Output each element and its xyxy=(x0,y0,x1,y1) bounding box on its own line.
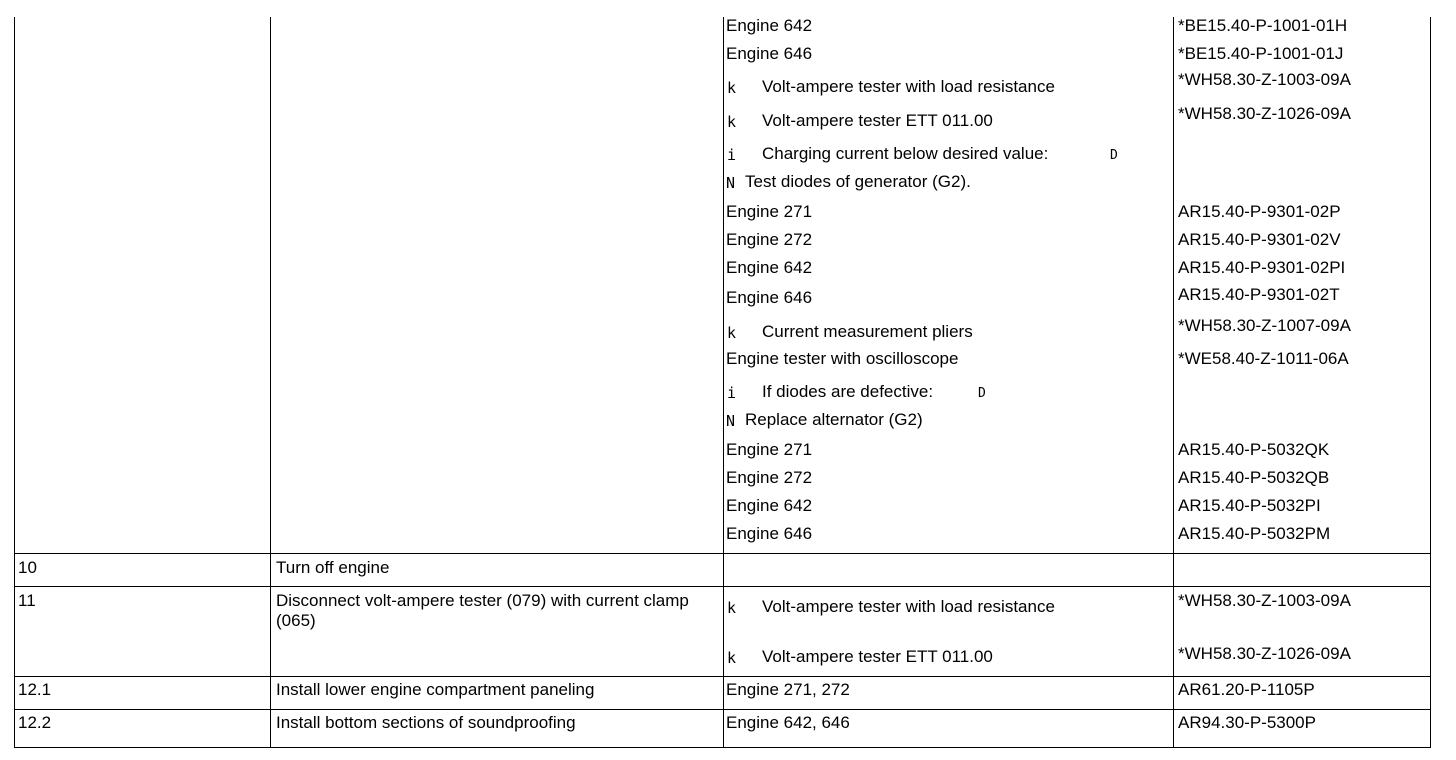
tool-icon: k xyxy=(727,113,737,131)
row-divider xyxy=(14,676,1431,677)
step-description: Install lower engine compartment paneling xyxy=(276,680,595,699)
step-number: 12.1 xyxy=(18,680,52,699)
document-reference[interactable]: AR15.40-P-5032PM xyxy=(1178,524,1331,543)
engine-label: Engine 272 xyxy=(726,230,813,249)
document-reference[interactable]: AR15.40-P-9301-02V xyxy=(1178,230,1341,249)
document-reference[interactable]: AR15.40-P-5032PI xyxy=(1178,496,1321,515)
document-reference[interactable]: AR15.40-P-5032QB xyxy=(1178,468,1330,487)
document-reference[interactable]: *BE15.40-P-1001-01J xyxy=(1178,44,1344,63)
document-reference[interactable]: *WE58.40-Z-1011-06A xyxy=(1178,349,1349,368)
engine-label: Engine 272 xyxy=(726,468,813,487)
document-reference[interactable]: *BE15.40-P-1001-01H xyxy=(1178,16,1348,35)
engine-label: Engine 271 xyxy=(726,440,813,459)
arrow-icon: D xyxy=(978,386,986,401)
table-border-bottom xyxy=(14,747,1431,748)
document-reference[interactable]: AR94.30-P-5300P xyxy=(1178,713,1316,732)
info-note: Charging current below desired value: xyxy=(762,144,1049,163)
column-divider-2 xyxy=(723,17,724,748)
column-divider-3 xyxy=(1173,17,1174,748)
tool-label: Volt-ampere tester ETT 011.00 xyxy=(762,111,993,130)
engine-label: Engine 642, 646 xyxy=(726,713,850,732)
tool-icon: k xyxy=(727,79,737,97)
document-reference[interactable]: AR15.40-P-9301-02PI xyxy=(1178,258,1346,277)
tool-label: Volt-ampere tester with load resistance xyxy=(762,597,1055,616)
row-divider xyxy=(14,709,1431,710)
link-icon: N xyxy=(726,412,736,430)
tool-label: Volt-ampere tester ETT 011.00 xyxy=(762,647,993,666)
arrow-icon: D xyxy=(1110,148,1118,163)
info-icon: i xyxy=(727,384,737,402)
table-border-left xyxy=(14,17,15,748)
engine-label: Engine 642 xyxy=(726,258,813,277)
tool-icon: k xyxy=(727,599,737,617)
link-icon: N xyxy=(726,174,736,192)
document-reference[interactable]: *WH58.30-Z-1003-09A xyxy=(1178,70,1351,89)
engine-label: Engine 271 xyxy=(726,202,813,221)
tool-label: Volt-ampere tester with load resistance xyxy=(762,77,1055,96)
engine-label: Engine 271, 272 xyxy=(726,680,850,699)
document-reference[interactable]: *WH58.30-Z-1026-09A xyxy=(1178,104,1351,123)
document-reference[interactable]: AR15.40-P-5032QK xyxy=(1178,440,1330,459)
column-divider-1 xyxy=(270,17,271,748)
document-reference[interactable]: *WH58.30-Z-1007-09A xyxy=(1178,316,1351,335)
info-note: If diodes are defective: xyxy=(762,382,934,401)
document-reference[interactable]: *WH58.30-Z-1003-09A xyxy=(1178,591,1351,610)
engine-label: Engine 642 xyxy=(726,496,813,515)
engine-label: Engine 642 xyxy=(726,16,813,35)
step-description: Turn off engine xyxy=(276,558,390,577)
info-icon: i xyxy=(727,146,737,164)
engine-label: Engine 646 xyxy=(726,44,813,63)
step-description: Install bottom sections of soundproofing xyxy=(276,713,576,732)
row-divider xyxy=(14,586,1431,587)
engine-label: Engine 646 xyxy=(726,524,813,543)
step-description: Disconnect volt-ampere tester (079) with current clamp (065) xyxy=(276,591,689,630)
document-reference[interactable]: *WH58.30-Z-1026-09A xyxy=(1178,644,1351,663)
document-reference[interactable]: AR15.40-P-9301-02P xyxy=(1178,202,1341,221)
document-reference[interactable]: AR15.40-P-9301-02T xyxy=(1178,285,1340,304)
step-number: 10 xyxy=(18,558,37,577)
step-number: 11 xyxy=(18,591,36,610)
engine-label: Engine 646 xyxy=(726,288,813,307)
procedure-link[interactable]: Replace alternator (G2) xyxy=(745,410,923,429)
tool-label: Current measurement pliers xyxy=(762,322,973,341)
tool-icon: k xyxy=(727,324,737,342)
row-divider xyxy=(14,553,1431,554)
table-border-right xyxy=(1430,17,1431,748)
tool-icon: k xyxy=(727,649,737,667)
document-reference[interactable]: AR61.20-P-1105P xyxy=(1178,680,1315,699)
tool-label: Engine tester with oscilloscope xyxy=(726,349,959,368)
step-number: 12.2 xyxy=(18,713,52,732)
procedure-link[interactable]: Test diodes of generator (G2). xyxy=(745,172,971,191)
